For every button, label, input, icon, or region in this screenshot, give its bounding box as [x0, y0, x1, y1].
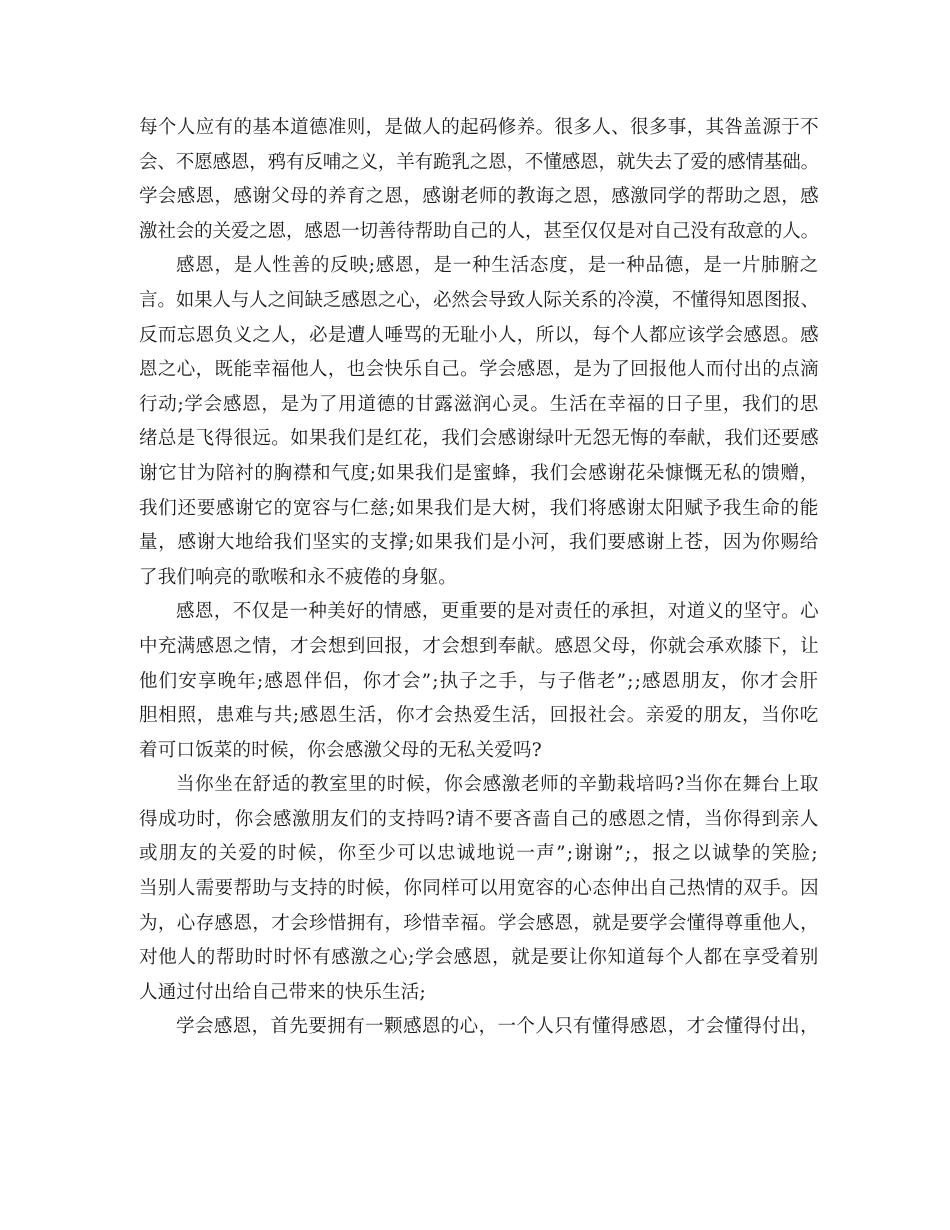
- body-text: [139, 111, 819, 1045]
- text-line: 或朋友的关爱的时候，你至少可以忠诚地说一声”;谢谢”;，报之以诚挚的笑脸;: [139, 843, 819, 865]
- text-line: 行动;学会感恩，是为了用道德的甘露滋润心灵。生活在幸福的日子里，我们的思: [139, 393, 819, 415]
- text-line: 胆相照，患难与共;感恩生活，你才会热爱生活，回报社会。亲爱的朋友，当你吃: [139, 705, 819, 727]
- text-line: 言。如果人与人之间缺乏感恩之心，必然会导致人际关系的冷漠，不懂得知恩图报、: [139, 289, 819, 311]
- text-line: 谢它甘为陪衬的胸襟和气度;如果我们是蜜蜂，我们会感谢花朵慷慨无私的馈赠，: [139, 462, 819, 484]
- text-line: 他们安享晚年;感恩伴侣，你才会”;执子之手，与子偕老”;;感恩朋友，你才会肝: [139, 670, 819, 692]
- text-line: 我们还要感谢它的宽容与仁慈;如果我们是大树，我们将感谢太阳赋予我生命的能: [139, 497, 819, 519]
- text-line: 了我们响亮的歌喉和永不疲倦的身躯。: [139, 566, 457, 588]
- text-line: 学会感恩，首先要拥有一颗感恩的心，一个人只有懂得感恩，才会懂得付出，: [176, 1016, 819, 1038]
- text-line: 量，感谢大地给我们坚实的支撑;如果我们是小河，我们要感谢上苍，因为你赐给: [139, 532, 819, 554]
- text-line: 每个人应有的基本道德准则，是做人的起码修养。很多人、很多事，其咎盖源于不: [139, 117, 819, 138]
- text-line: 感恩，是人性善的反映;感恩，是一种生活态度，是一种品德，是一片肺腑之: [176, 255, 819, 277]
- text-line: 为，心存感恩，才会珍惜拥有，珍惜幸福。学会感恩，就是要学会懂得尊重他人，: [139, 912, 819, 934]
- text-line: 激社会的关爱之恩，感恩一切善待帮助自己的人，甚至仅仅是对自己没有敌意的人。: [139, 220, 819, 242]
- text-line: 中充满感恩之情，才会想到回报，才会想到奉献。感恩父母，你就会承欢膝下，让: [139, 635, 819, 657]
- text-line: 学会感恩，感谢父母的养育之恩，感谢老师的教诲之恩，感激同学的帮助之恩，感: [139, 186, 819, 208]
- text-line: 反而忘恩负义之人，必是遭人唾骂的无耻小人，所以，每个人都应该学会感恩。感: [139, 324, 819, 346]
- text-line: 当你坐在舒适的教室里的时候，你会感激老师的辛勤栽培吗?当你在舞台上取: [176, 774, 819, 796]
- text-line: 得成功时，你会感激朋友们的支持吗?请不要吝啬自己的感恩之情，当你得到亲人: [139, 808, 819, 830]
- text-line: 感恩，不仅是一种美好的情感，更重要的是对责任的承担，对道义的坚守。心: [176, 601, 819, 623]
- text-line: 当别人需要帮助与支持的时候，你同样可以用宽容的心态伸出自己热情的双手。因: [139, 878, 819, 900]
- text-line: 人通过付出给自己带来的快乐生活;: [139, 981, 426, 1003]
- text-line: 恩之心，既能幸福他人，也会快乐自己。学会感恩，是为了回报他人而付出的点滴: [139, 359, 819, 381]
- text-line: 对他人的帮助时时怀有感激之心;学会感恩，就是要让你知道每个人都在享受着别: [139, 947, 819, 969]
- text-line: 绪总是飞得很远。如果我们是红花，我们会感谢绿叶无怨无悔的奉献，我们还要感: [139, 428, 819, 450]
- text-line: 着可口饭菜的时候，你会感激父母的无私关爱吗?: [139, 739, 542, 761]
- text-line: 会、不愿感恩，鸦有反哺之义，羊有跪乳之恩，不懂感恩，就失去了爱的感情基础。: [139, 151, 819, 173]
